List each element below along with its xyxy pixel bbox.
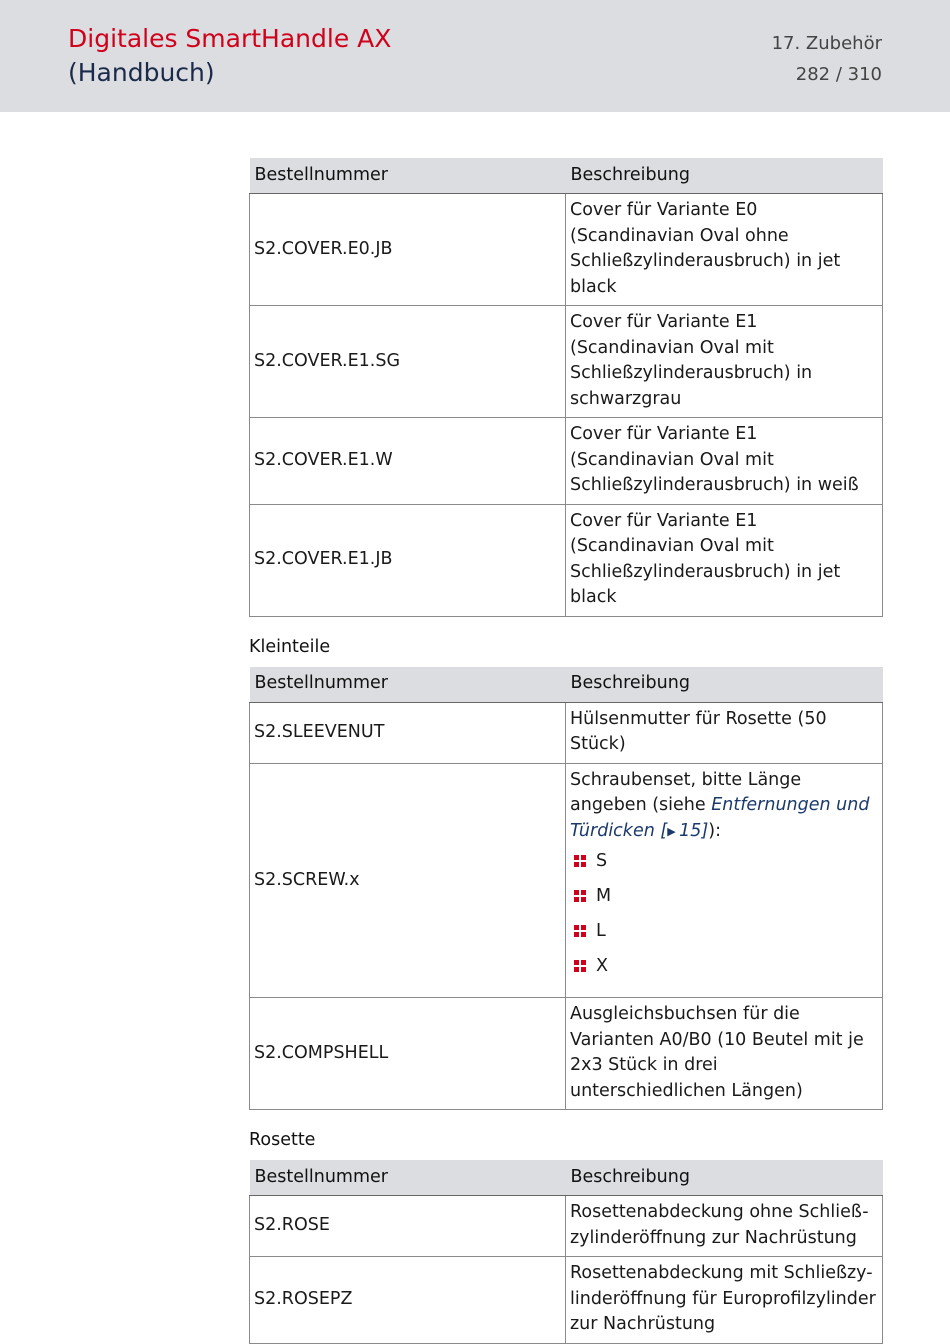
description-cell: Rosettenabdeckung ohne Schließ-zylinderöffnung zur Nachrüstung [566, 1196, 883, 1257]
table-row [250, 1257, 883, 1344]
list-item [570, 922, 878, 957]
table-row [250, 1196, 883, 1257]
table-row [250, 998, 883, 1110]
page-header [0, 0, 950, 112]
order-number-cell: S2.ROSEPZ [250, 1257, 566, 1344]
screw-set-text: Schraubenset, bitte Länge angeben (siehe [570, 769, 802, 815]
column-header-order-number: Bestellnummer [250, 667, 566, 703]
list-item [570, 887, 878, 922]
document-title-line2: (Handbuch) [68, 58, 215, 87]
document-title [68, 22, 391, 90]
section-heading-kleinteile: Kleinteile [249, 636, 331, 657]
list-item [570, 852, 878, 887]
red-square-bullet-icon [574, 890, 586, 902]
order-number-cell: S2.COVER.E1.JB [250, 504, 566, 616]
description-cell: Hülsenmutter für Rosette (50 Stück) [566, 702, 883, 763]
column-header-description: Beschreibung [566, 1160, 883, 1196]
order-number-cell: S2.ROSE [250, 1196, 566, 1257]
length-option-label: X [596, 956, 608, 976]
length-option-label: M [596, 886, 612, 906]
rosette-table [249, 1160, 883, 1344]
screw-set-text-end: ): [708, 820, 722, 841]
description-cell: Ausgleichsbuchsen für die Varianten A0/B0 (10 Beutel mit je 2x3 Stück in drei unterschiedlichen Längen) [566, 998, 883, 1110]
description-cell [566, 763, 883, 998]
column-header-description: Beschreibung [566, 667, 883, 703]
red-square-bullet-icon [574, 925, 586, 937]
order-number-cell: S2.SLEEVENUT [250, 702, 566, 763]
list-item [570, 957, 878, 992]
red-square-bullet-icon [574, 855, 586, 867]
cover-table [249, 158, 883, 617]
table-row [250, 504, 883, 616]
order-number-cell: S2.COMPSHELL [250, 998, 566, 1110]
column-header-order-number: Bestellnummer [250, 158, 566, 194]
length-option-label: S [596, 851, 608, 871]
table-header-row [250, 158, 883, 194]
description-cell: Cover für Variante E1 (Scandinavian Oval mit Schließzylinderausbruch) in jet black [566, 504, 883, 616]
order-number-cell: S2.COVER.E1.W [250, 418, 566, 505]
order-number-cell: S2.COVER.E0.JB [250, 194, 566, 306]
table-header-row [250, 667, 883, 703]
cross-reference-page: 15 [679, 820, 702, 841]
cross-reference-text: Entfernungen und Türdicken [570, 795, 870, 841]
order-number-cell: S2.COVER.E1.SG [250, 306, 566, 418]
length-option-list [570, 852, 878, 992]
header-meta [772, 28, 882, 90]
order-number-cell: S2.SCREW.x [250, 763, 566, 998]
table-row [250, 418, 883, 505]
table-row [250, 306, 883, 418]
description-cell: Cover für Variante E1 (Scandinavian Oval mit Schließzylinderausbruch) in weiß [566, 418, 883, 505]
table-row [250, 702, 883, 763]
page-content [249, 158, 882, 1344]
table-header-row [250, 1160, 883, 1196]
description-cell: Cover für Variante E0 (Scandinavian Oval ohne Schließzylinderausbruch) in jet black [566, 194, 883, 306]
chapter-label: 17. Zubehör [771, 33, 882, 54]
document-title-line1: Digitales SmartHandle AX [68, 24, 392, 53]
length-option-label: L [596, 921, 606, 941]
page-ref-triangle-icon: ▶ [667, 824, 676, 838]
cross-reference-link[interactable]: Entfernungen und Türdicken [▶ 15] [570, 795, 870, 841]
small-parts-table [249, 667, 883, 1111]
description-cell: Cover für Variante E1 (Scandinavian Oval mit Schließzylinderausbruch) in schwarzgrau [566, 306, 883, 418]
section-heading-rosette: Rosette [249, 1130, 316, 1150]
description-cell: Rosettenabdeckung mit Schließzy-linderöffnung für Europrofilzylinder zur Nachrüstung [566, 1257, 883, 1344]
red-square-bullet-icon [574, 960, 586, 972]
table-row [250, 194, 883, 306]
column-header-description: Beschreibung [566, 158, 883, 194]
table-row [250, 763, 883, 998]
column-header-order-number: Bestellnummer [250, 1160, 566, 1196]
page-number: 282 / 310 [795, 64, 882, 85]
